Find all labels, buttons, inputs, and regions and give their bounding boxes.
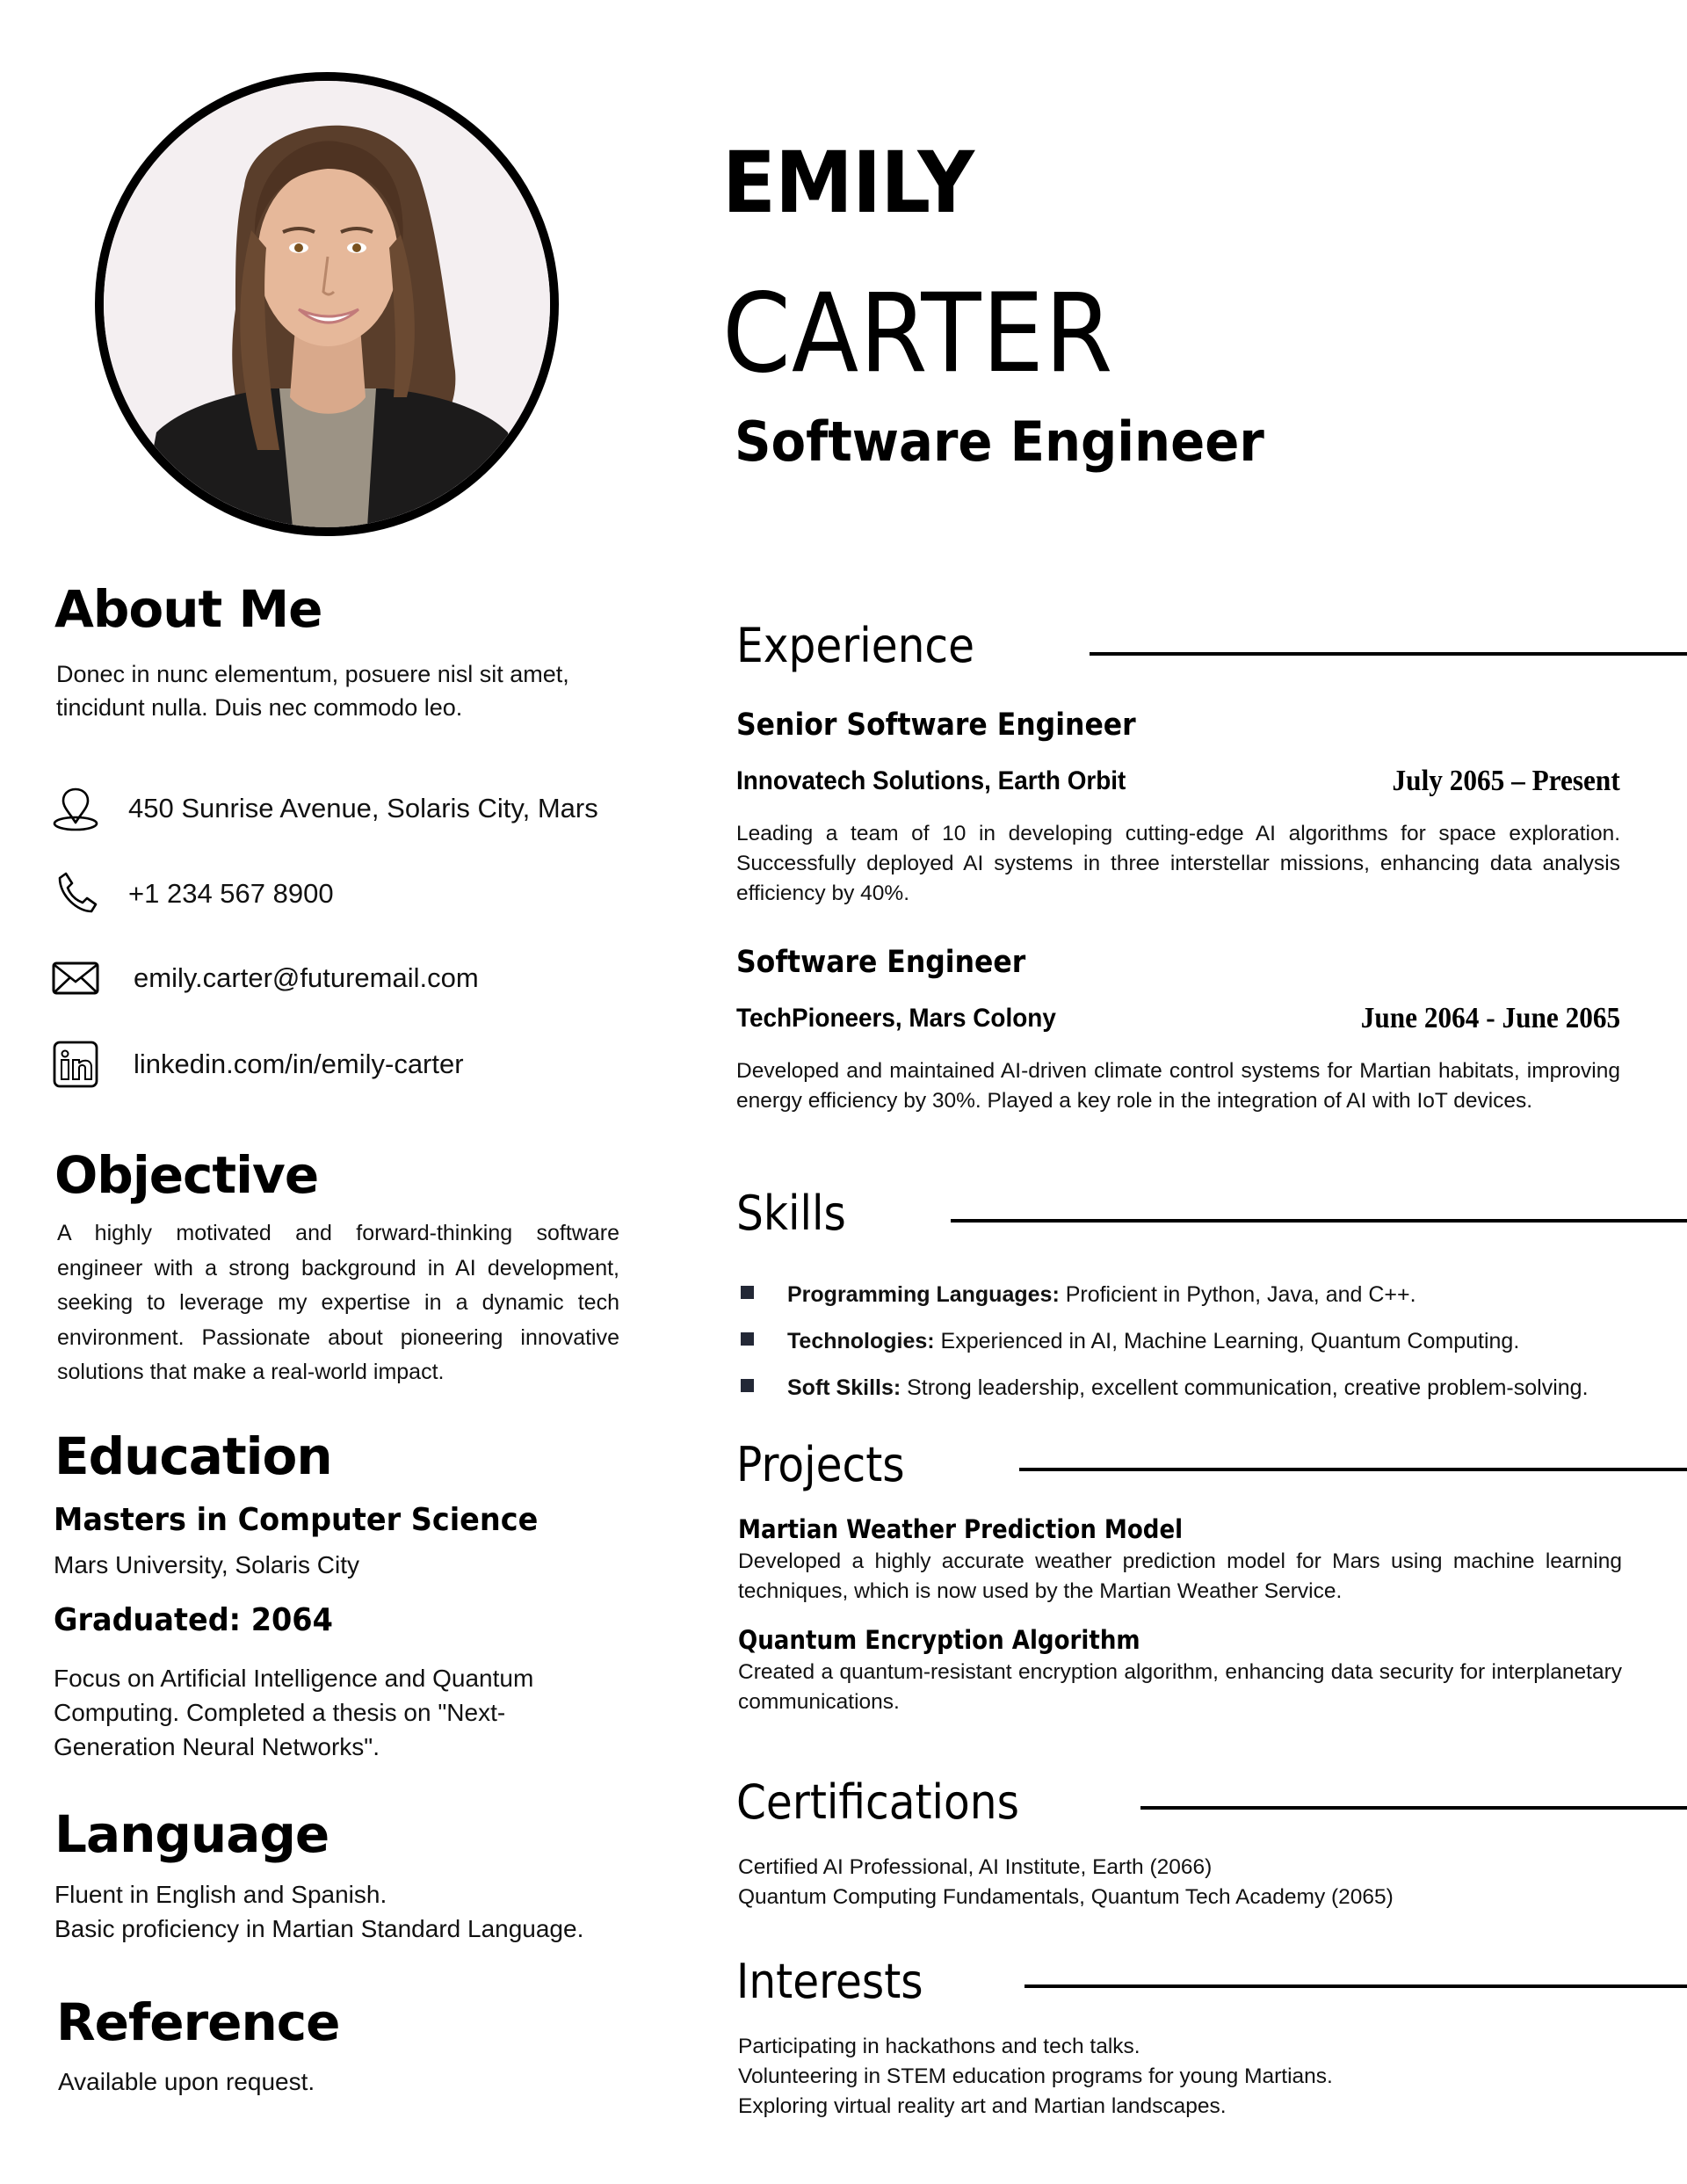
about-heading: About Me [54,579,322,639]
job-title: Software Engineer [735,410,1264,474]
interest-item: Volunteering in STEM education programs for young Martians. [738,2064,1333,2088]
skill-text: Strong leadership, excellent communication, creative problem-solving. [901,1375,1589,1400]
phone-text: +1 234 567 8900 [128,878,334,909]
project-description-2: Created a quantum-resistant encryption algorithm, enhancing data security for interplanetary communications. [738,1660,1622,1714]
envelope-icon [51,954,100,1003]
reference-text: Available upon request. [58,2068,315,2095]
skill-label: Technologies: [787,1329,935,1353]
skill-item [741,1330,1654,1376]
interest-item: Participating in hackathons and tech talks. [738,2035,1140,2058]
certification-item: Quantum Computing Fundamentals, Quantum Tech Academy (2065) [738,1885,1394,1909]
linkedin-icon [51,1040,100,1089]
education-focus: Focus on Artificial Intelligence and Quantum Computing. Completed a thesis on "Next-Generation Neural Networks". [54,1665,534,1760]
objective-text: A highly motivated and forward-thinking software engineer with a strong background in AI development, seeking to leverage my expertise in a dynamic tech environment. Passionate about pioneering innovative solutions that make a real-world impact. [57,1221,619,1384]
projects-heading: Projects [736,1437,905,1492]
square-bullet-icon [741,1332,754,1346]
job-company-2: TechPioneers, Mars Colony [736,1004,1056,1033]
profile-photo [95,72,559,536]
skills-list [741,1283,1654,1423]
email-link[interactable]: emily.carter@futuremail.com [134,962,479,993]
reference-heading: Reference [56,1992,340,2052]
skill-item [741,1376,1654,1423]
project-description-1: Developed a highly accurate weather prediction model for Mars using machine learning techniques, which is now used by the Martian Weather Service. [738,1549,1622,1603]
skill-label: Soft Skills: [787,1375,901,1400]
job-description-1: Leading a team of 10 in developing cutting-edge AI algorithms for space exploration. Successfully deployed AI systems in three interstellar missions, enhancing data analysis efficiency by 40%. [736,822,1620,905]
contact-address [51,782,648,835]
education-heading: Education [54,1426,332,1486]
square-bullet-icon [741,1286,754,1299]
job-company-1: Innovatech Solutions, Earth Orbit [736,766,1126,795]
job-dates-2: June 2064 - June 2065 [1360,1002,1620,1034]
project-title-2: Quantum Encryption Algorithm [738,1625,1140,1655]
objective-heading: Objective [54,1145,319,1205]
skill-label: Programming Languages: [787,1282,1060,1307]
education-school: Mars University, Solaris City [54,1551,359,1578]
address-text: 450 Sunrise Avenue, Solaris City, Mars [128,793,598,824]
job-title-1: Senior Software Engineer [736,707,1136,743]
skills-heading: Skills [736,1186,846,1241]
language-heading: Language [54,1804,329,1864]
skill-text: Proficient in Python, Java, and C++. [1059,1282,1416,1307]
language-item: Basic proficiency in Martian Standard Language. [54,1915,584,1942]
job-dates-1: July 2065 – Present [1392,765,1620,797]
skill-text: Experienced in AI, Machine Learning, Quantum Computing. [934,1329,1520,1353]
portrait-image [104,81,550,527]
interests-divider [1025,1984,1687,1988]
about-text: Donec in nunc elementum, posuere nisl sit amet, tincidunt nulla. Duis nec commodo leo. [56,661,569,721]
projects-divider [1019,1468,1687,1471]
phone-icon [51,869,100,918]
contact-linkedin[interactable] [51,1038,648,1091]
square-bullet-icon [741,1379,754,1392]
experience-heading: Experience [736,618,975,673]
experience-divider [1090,652,1687,656]
linkedin-link[interactable]: linkedin.com/in/emily-carter [134,1048,464,1079]
contact-email[interactable] [51,952,648,1005]
language-list [54,1877,652,1946]
job-description-2: Developed and maintained AI-driven climate control systems for Martian habitats, improving energy efficiency by 30%. Played a key role in the integration of AI with IoT devices. [736,1059,1620,1113]
certifications-divider [1140,1806,1687,1810]
skill-item [741,1283,1654,1330]
interest-item: Exploring virtual reality art and Martian landscapes. [738,2094,1227,2118]
education-graduated: Graduated: 2064 [54,1602,333,1638]
certifications-list [738,1853,1394,1912]
language-item: Fluent in English and Spanish. [54,1881,387,1908]
certification-item: Certified AI Professional, AI Institute, Earth (2066) [738,1855,1213,1879]
contact-phone [51,867,648,920]
first-name: EMILY [722,134,974,232]
interests-list [738,2032,1333,2122]
last-name: CARTER [722,271,1114,397]
job-title-2: Software Engineer [736,945,1026,980]
project-title-1: Martian Weather Prediction Model [738,1514,1184,1544]
interests-heading: Interests [736,1954,923,2009]
certifications-heading: Certifications [736,1774,1019,1830]
education-degree: Masters in Computer Science [54,1502,539,1538]
skills-divider [951,1219,1687,1223]
location-pin-icon [51,784,100,833]
